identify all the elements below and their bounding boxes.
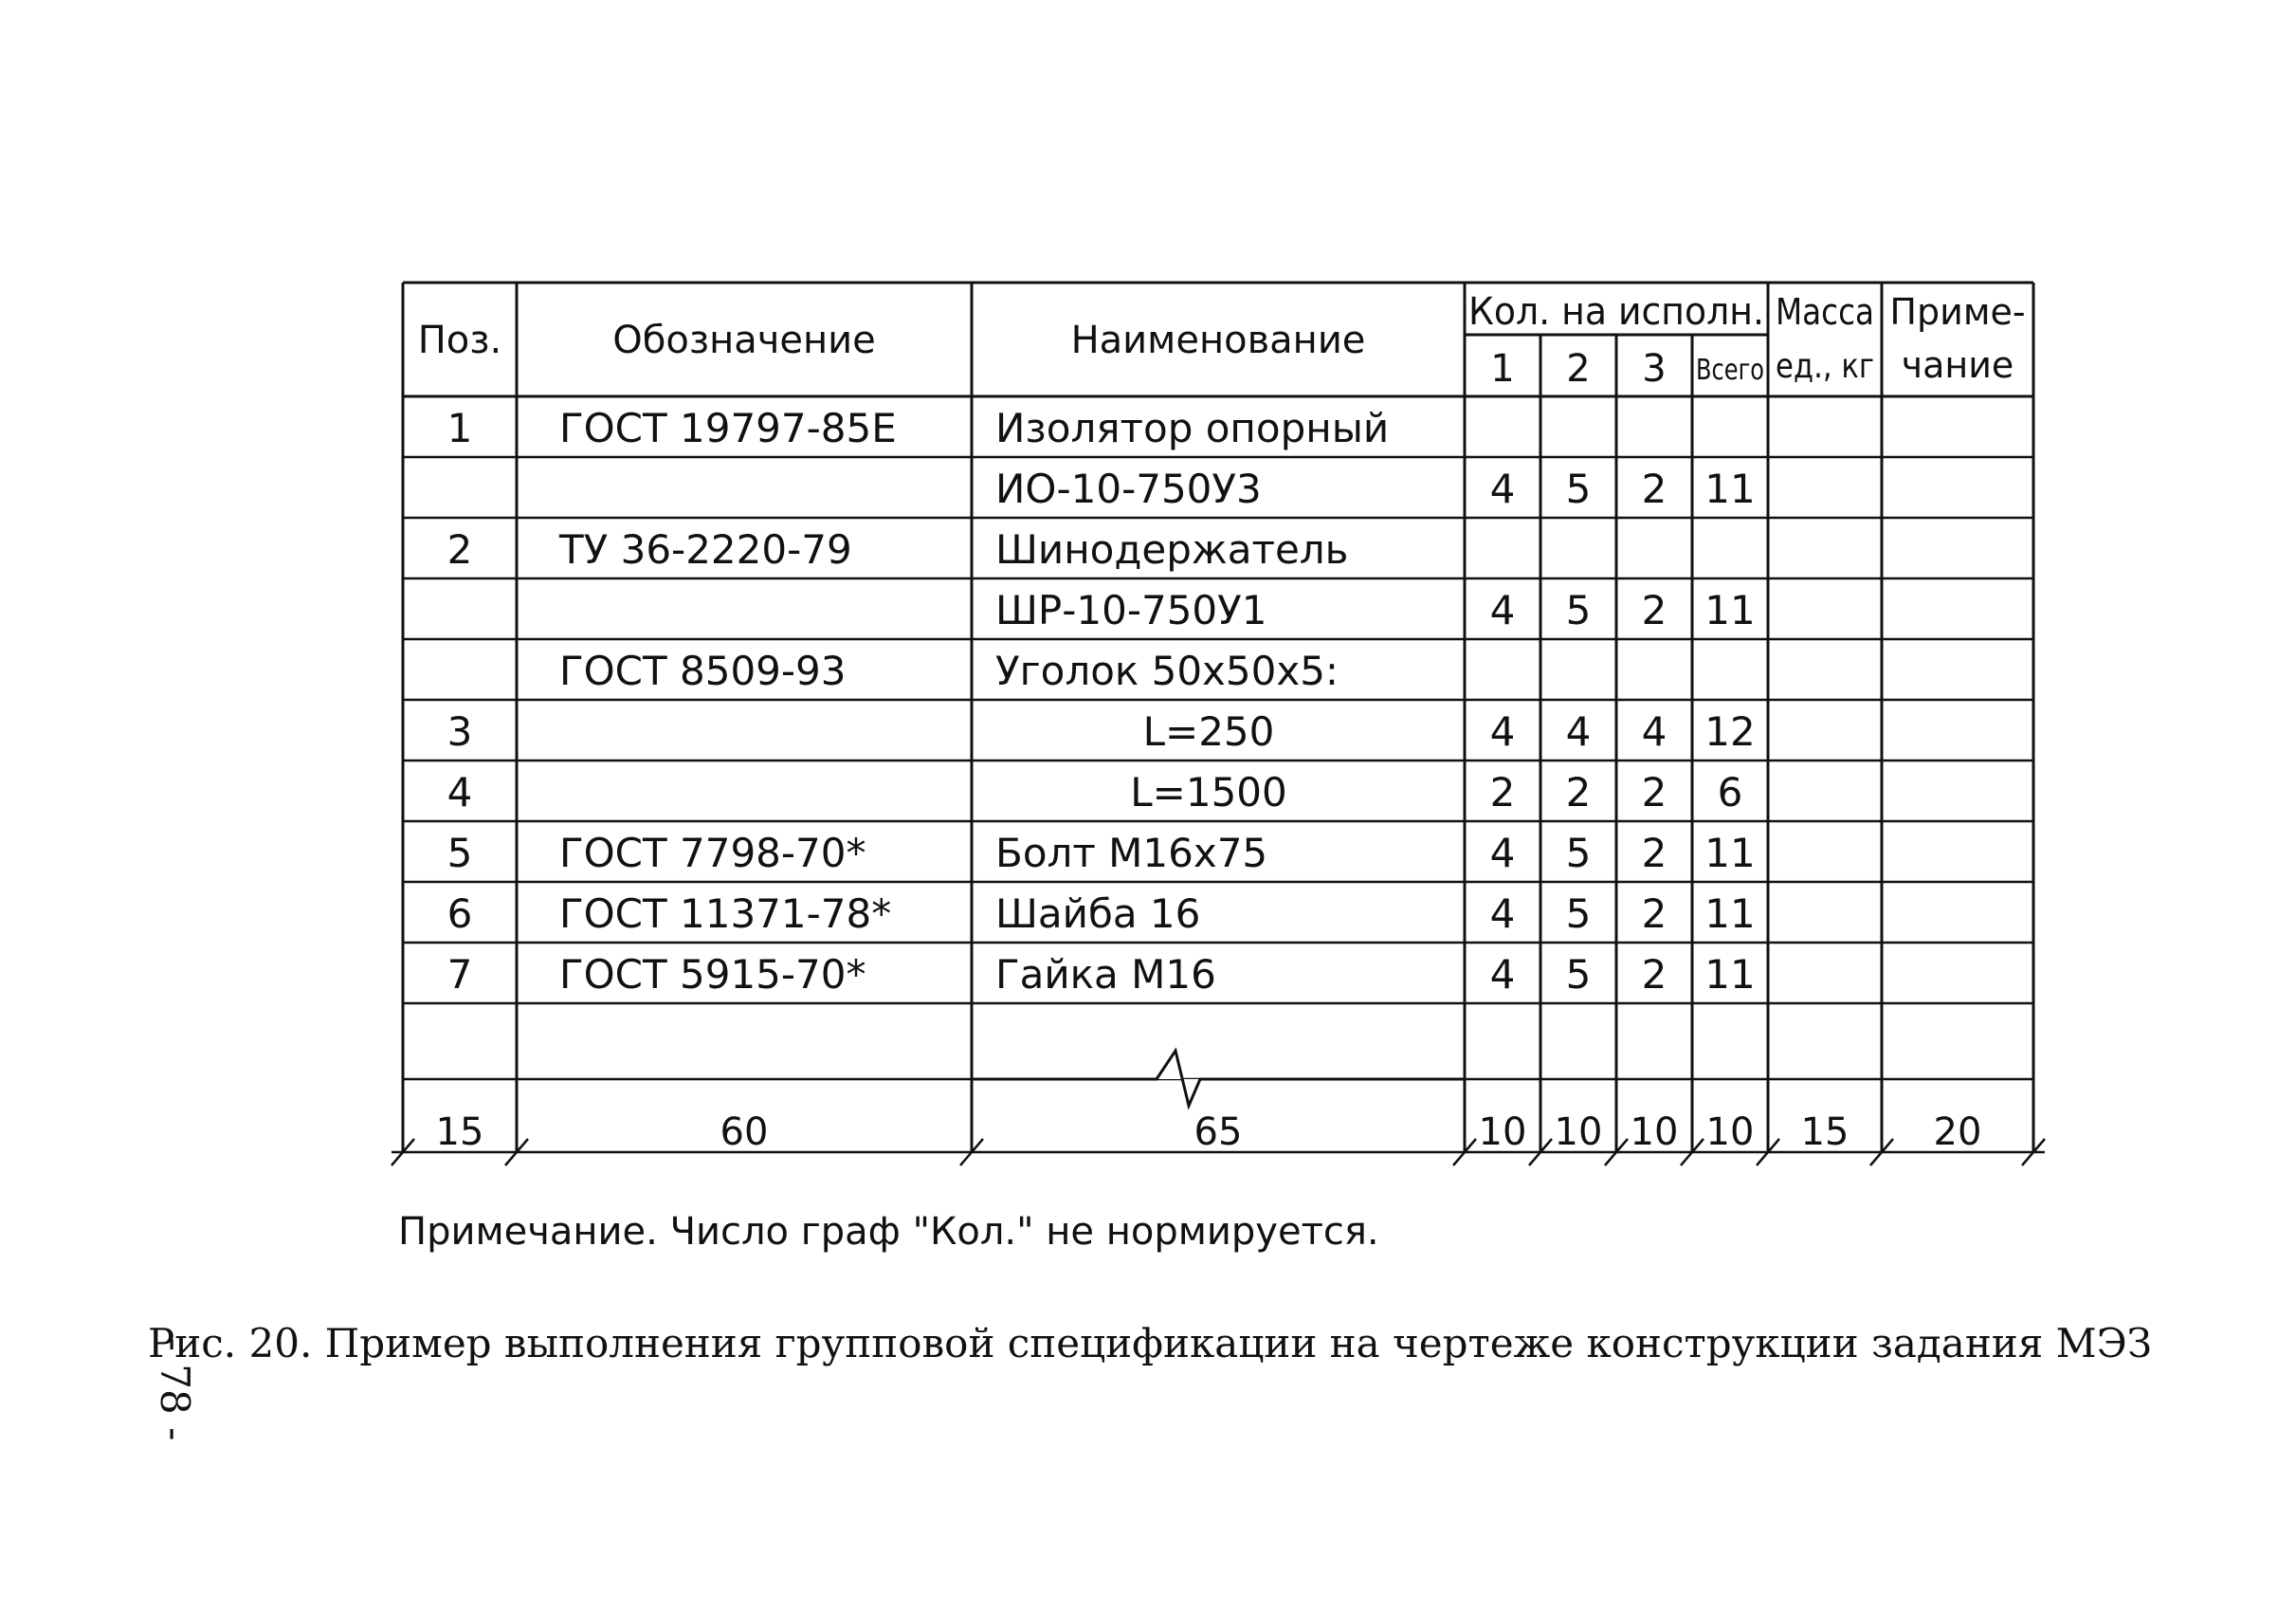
cell-qty-total: 12 bbox=[1704, 708, 1756, 755]
cell-qty-total: 11 bbox=[1704, 466, 1756, 512]
cell-qty-3: 2 bbox=[1641, 951, 1667, 998]
cell-qty-2: 5 bbox=[1565, 951, 1592, 998]
cell-pos: 2 bbox=[446, 526, 473, 573]
cell-name: Гайка М16 bbox=[995, 951, 1216, 998]
column-width-dimension: 20 bbox=[1933, 1110, 1982, 1154]
cell-qty-2: 4 bbox=[1565, 708, 1592, 755]
cell-qty-3: 2 bbox=[1641, 830, 1667, 876]
cell-designation: ГОСТ 19797-85Е bbox=[559, 405, 897, 451]
cell-qty-1: 4 bbox=[1489, 830, 1516, 876]
header-qty-group: Кол. на исполн. bbox=[1468, 290, 1764, 334]
cell-pos: 4 bbox=[446, 769, 473, 816]
cell-designation: ГОСТ 7798-70* bbox=[559, 830, 866, 876]
header-name: Наименование bbox=[1070, 319, 1366, 362]
cell-qty-3: 2 bbox=[1641, 769, 1667, 816]
cell-qty-1: 4 bbox=[1489, 587, 1516, 633]
cell-designation: ТУ 36-2220-79 bbox=[559, 526, 852, 573]
cell-name: Болт М16х75 bbox=[995, 830, 1268, 876]
column-width-dimension: 65 bbox=[1194, 1110, 1243, 1154]
cell-designation: ГОСТ 5915-70* bbox=[559, 951, 866, 998]
cell-qty-2: 5 bbox=[1565, 587, 1592, 633]
column-width-dimension: 10 bbox=[1705, 1110, 1755, 1154]
header-qty-total: Всего bbox=[1696, 354, 1764, 387]
cell-name: Шайба 16 bbox=[995, 890, 1201, 937]
page-number: - 78 - bbox=[152, 1337, 198, 1441]
cell-qty-3: 2 bbox=[1641, 890, 1667, 937]
cell-pos: 7 bbox=[446, 951, 473, 998]
cell-pos: 5 bbox=[446, 830, 473, 876]
column-width-dimension: 15 bbox=[1800, 1110, 1850, 1154]
cell-qty-total: 11 bbox=[1704, 951, 1756, 998]
cell-qty-total: 11 bbox=[1704, 890, 1756, 937]
column-width-dimension: 10 bbox=[1554, 1110, 1603, 1154]
cell-name: L=250 bbox=[1142, 708, 1275, 755]
cell-qty-total: 11 bbox=[1704, 830, 1756, 876]
break-line-symbol bbox=[972, 1051, 1465, 1106]
cell-qty-2: 5 bbox=[1565, 890, 1592, 937]
header-note: Приме- bbox=[1889, 291, 2026, 333]
cell-qty-2: 5 bbox=[1565, 466, 1592, 512]
header-qty-1: 1 bbox=[1490, 347, 1515, 391]
cell-qty-1: 4 bbox=[1489, 951, 1516, 998]
column-width-dimension: 10 bbox=[1630, 1110, 1679, 1154]
header-mass: Масса bbox=[1776, 291, 1874, 333]
spec-table bbox=[418, 290, 2026, 1154]
cell-qty-1: 4 bbox=[1489, 890, 1516, 937]
header-mass-unit: ед., кг bbox=[1776, 347, 1874, 386]
cell-name: Шинодержатель bbox=[995, 526, 1349, 573]
cell-pos: 1 bbox=[446, 405, 473, 451]
cell-name: L=1500 bbox=[1130, 769, 1287, 816]
figure-caption: Рис. 20. Пример выполнения групповой спецификации на чертеже конструкции задания МЭЗ bbox=[148, 1320, 2152, 1366]
header-pos: Поз. bbox=[417, 319, 502, 362]
cell-qty-2: 5 bbox=[1565, 830, 1592, 876]
cell-qty-total: 11 bbox=[1704, 587, 1756, 633]
cell-designation: ГОСТ 8509-93 bbox=[559, 648, 847, 694]
cell-qty-3: 4 bbox=[1641, 708, 1667, 755]
header-qty-2: 2 bbox=[1566, 347, 1591, 391]
column-width-dimension: 60 bbox=[720, 1110, 769, 1154]
cell-name: Изолятор опорный bbox=[995, 405, 1390, 451]
header-qty-3: 3 bbox=[1642, 347, 1667, 391]
cell-name: Уголок 50х50х5: bbox=[995, 648, 1339, 694]
cell-name: ИО-10-750У3 bbox=[995, 466, 1262, 512]
header-designation: Обозначение bbox=[612, 319, 876, 362]
cell-qty-1: 4 bbox=[1489, 466, 1516, 512]
cell-qty-1: 2 bbox=[1489, 769, 1516, 816]
footnote-text: Примечание. Число граф "Кол." не нормируется. bbox=[398, 1210, 1379, 1254]
cell-name: ШР-10-750У1 bbox=[995, 587, 1267, 633]
cell-qty-1: 4 bbox=[1489, 708, 1516, 755]
cell-pos: 3 bbox=[446, 708, 473, 755]
cell-pos: 6 bbox=[446, 890, 473, 937]
cell-qty-total: 6 bbox=[1717, 769, 1743, 816]
cell-qty-3: 2 bbox=[1641, 466, 1667, 512]
column-width-dimension: 15 bbox=[435, 1110, 484, 1154]
cell-qty-3: 2 bbox=[1641, 587, 1667, 633]
cell-designation: ГОСТ 11371-78* bbox=[559, 890, 892, 937]
column-width-dimension: 10 bbox=[1478, 1110, 1527, 1154]
cell-qty-2: 2 bbox=[1565, 769, 1592, 816]
header-note-cont: чание bbox=[1901, 344, 2014, 386]
